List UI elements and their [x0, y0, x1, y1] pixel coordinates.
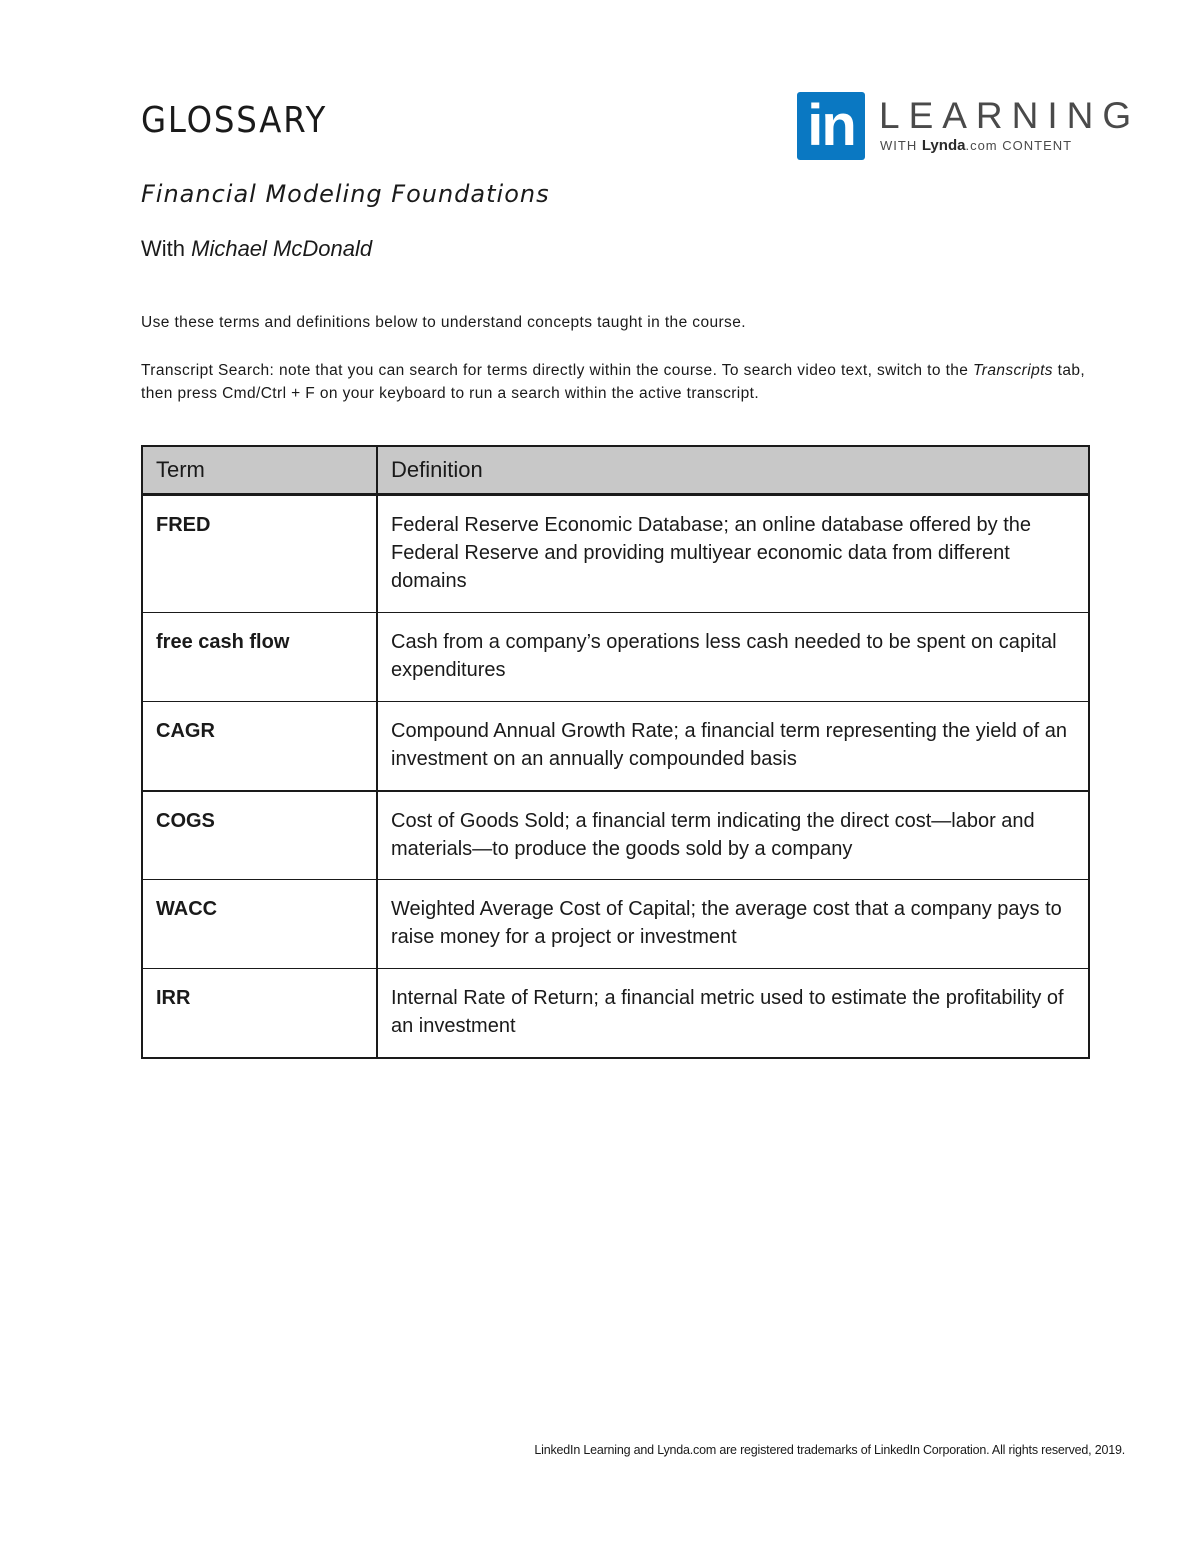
author-name: Michael McDonald	[191, 236, 373, 261]
copyright-footer: LinkedIn Learning and Lynda.com are registered trademarks of LinkedIn Corporation. All rights reserved, 2019.	[534, 1443, 1125, 1457]
definition-cell: Cash from a company’s operations less cash needed to be spent on capital expenditures	[377, 613, 1089, 702]
logo-sub-suffix: .com CONTENT	[965, 138, 1073, 153]
term-cell: WACC	[142, 880, 377, 969]
logo-wordmark: LEARNING	[879, 95, 1141, 136]
glossary-table	[141, 445, 1090, 1059]
column-header-term: Term	[142, 446, 377, 495]
search-note-label: Transcript Search	[141, 362, 270, 379]
definition-cell: Compound Annual Growth Rate; a financial term representing the yield of an investment on an annually compounded basis	[377, 702, 1089, 791]
search-note-text-after: tab, then press Cmd/Ctrl + F on your keyboard to run a search within the active transcript.	[141, 362, 1086, 402]
transcript-search-note	[141, 359, 1106, 405]
author-prefix: With	[141, 236, 192, 261]
linkedin-learning-logo	[797, 92, 1141, 162]
search-note-text-before: : note that you can search for terms directly within the course. To search video text, switch to the	[269, 362, 974, 379]
table-row	[142, 495, 1089, 613]
table-row	[142, 702, 1089, 791]
table-row	[142, 880, 1089, 969]
term-cell: IRR	[142, 969, 377, 1058]
term-cell: COGS	[142, 791, 377, 880]
intro-text: Use these terms and definitions below to understand concepts taught in the course.	[141, 314, 746, 331]
logo-subtitle	[880, 137, 1072, 154]
page-title: GLOSSARY	[141, 100, 328, 141]
term-cell: CAGR	[142, 702, 377, 791]
definition-cell: Weighted Average Cost of Capital; the average cost that a company pays to raise money for a project or investment	[377, 880, 1089, 969]
table-row	[142, 969, 1089, 1058]
search-note-tab-name: Transcripts	[973, 362, 1053, 379]
course-author	[141, 236, 372, 262]
linkedin-in-icon: in	[797, 92, 865, 160]
term-cell: free cash flow	[142, 613, 377, 702]
logo-sub-brand: Lynda	[921, 137, 966, 154]
table-row	[142, 791, 1089, 880]
definition-cell: Internal Rate of Return; a financial metric used to estimate the profitability of an investment	[377, 969, 1089, 1058]
term-cell: FRED	[142, 495, 377, 613]
definition-cell: Cost of Goods Sold; a financial term indicating the direct cost—labor and materials—to produce the goods sold by a company	[377, 791, 1089, 880]
course-title: Financial Modeling Foundations	[141, 180, 550, 208]
definition-cell: Federal Reserve Economic Database; an online database offered by the Federal Reserve and providing multiyear economic data from different domains	[377, 495, 1089, 613]
table-row	[142, 613, 1089, 702]
logo-sub-prefix: WITH	[880, 138, 922, 153]
column-header-definition: Definition	[377, 446, 1089, 495]
table-header-row	[142, 446, 1089, 495]
